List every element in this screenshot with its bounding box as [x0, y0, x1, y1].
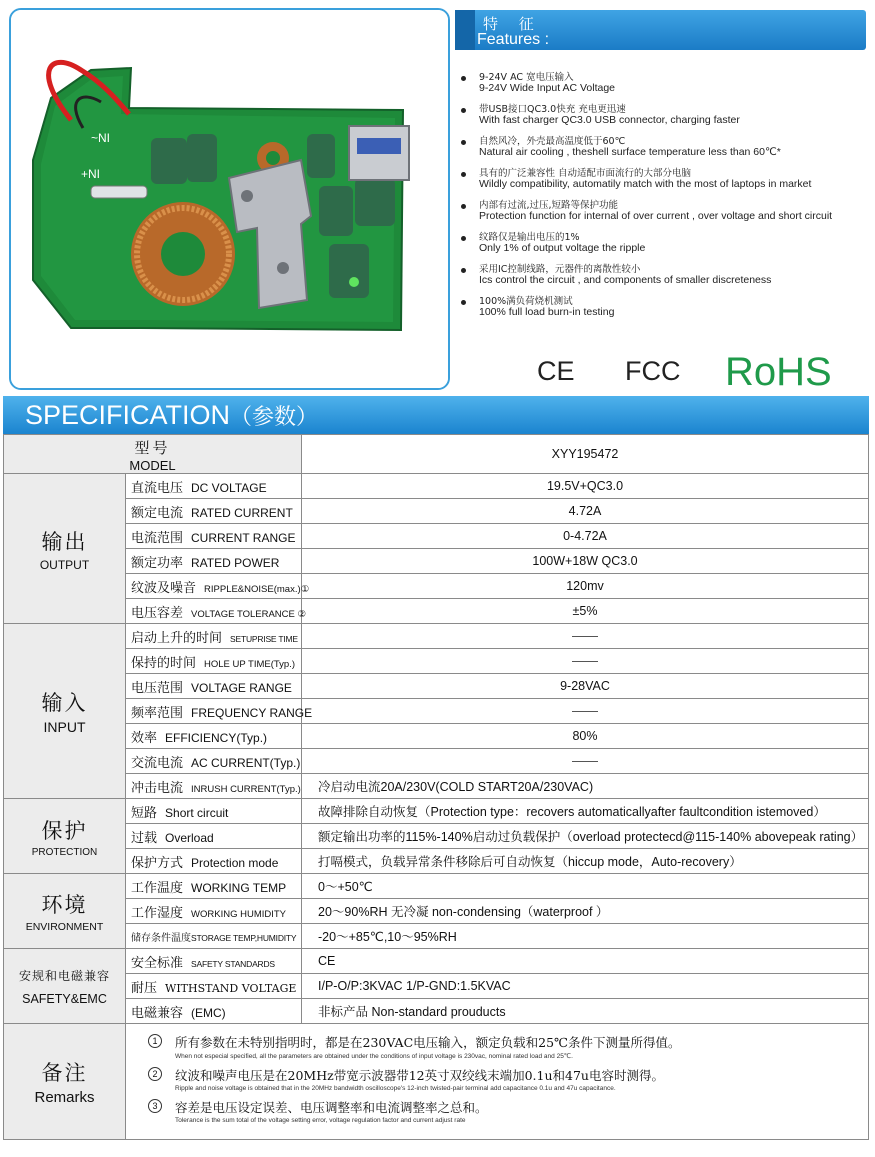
spec-label: 安全标准 SAFETY STANDARDS — [126, 949, 302, 974]
spec-row — [4, 549, 869, 574]
model-label: 型号 MODEL — [4, 435, 302, 474]
spec-label: 额定功率 RATED POWER — [126, 549, 302, 574]
spec-label: 额定电流 RATED CURRENT — [126, 499, 302, 524]
spec-row — [4, 624, 869, 649]
bullet-icon — [461, 236, 466, 241]
features-title-en: Features : — [477, 31, 550, 48]
remark-number: 1 — [148, 1034, 162, 1048]
specification-table — [3, 434, 869, 1140]
feature-item: 采用IC控制线路，元器件的离散性较小 Ics control the circuit , and components of smaller discreteness — [460, 264, 865, 296]
bullet-icon — [461, 268, 466, 273]
spec-value: I/P-O/P:3KVAC 1/P-GND:1.5KVAC — [302, 974, 869, 999]
features-title-cn: 特 征 — [483, 15, 542, 33]
protection-section: 保护 PROTECTION — [4, 799, 126, 874]
output-section: 输出 OUTPUT — [4, 474, 126, 624]
feature-item: 内部有过流,过压,短路等保护功能 Protection function for internal of over current , over voltage and short circuit — [460, 200, 865, 232]
safety-section: 安规和电磁兼容 SAFETY&EMC — [4, 949, 126, 1024]
pcb-board-image — [11, 10, 448, 388]
spec-value — [302, 749, 869, 774]
spec-value: 120mv — [302, 574, 869, 599]
spec-label: 电流范围 CURRENT RANGE — [126, 524, 302, 549]
spec-row — [4, 974, 869, 999]
input-section: 输入 INPUT — [4, 624, 126, 799]
empty-dash — [572, 761, 598, 762]
bullet-icon — [461, 204, 466, 209]
bullet-icon — [461, 76, 466, 81]
spec-label: 电磁兼容 (EMC) — [126, 999, 302, 1024]
spec-row — [4, 849, 869, 874]
remark-item: 2 纹波和噪声电压是在20MHz带宽示波器带12英寸双绞线末端加0.1u和47u电容时测得。 Ripple and noise voltage is obtained that in the 20MHz bandwidth oscilloscope's 12-inch twisted-pair terminal add capacitance 0.1u and 47u capacitance. — [148, 1066, 868, 1092]
spec-row — [4, 874, 869, 899]
spec-label: 短路 Short circuit — [126, 799, 302, 824]
spec-label: 纹波及噪音 RIPPLE&NOISE(max.)① — [126, 574, 302, 599]
spec-row — [4, 599, 869, 624]
feature-item: 9-24V AC 宽电压输入 9-24V Wide Input AC Voltage — [460, 72, 865, 104]
spec-value: 4.72A — [302, 499, 869, 524]
spec-row — [4, 999, 869, 1024]
remark-item: 3 容差是电压设定误差、电压调整率和电流调整率之总和。 Tolerance is the sum total of the voltage setting error, voltage regulation factor and current adjust rate — [148, 1098, 868, 1124]
fcc-mark: FCC — [625, 356, 681, 386]
spec-label: 工作温度 WORKING TEMP — [126, 874, 302, 899]
model-value: XYY195472 — [302, 435, 869, 474]
feature-item: 纹路仅是输出电压的1% Only 1% of output voltage the ripple — [460, 232, 865, 264]
feature-item: 带USB接口QC3.0快充 充电更迅速 With fast charger QC3.0 USB connector, charging faster — [460, 104, 865, 136]
spec-value: CE — [302, 949, 869, 974]
environment-section: 环境 ENVIRONMENT — [4, 874, 126, 949]
bullet-icon — [461, 140, 466, 145]
spec-label: 保护方式 Protection mode — [126, 849, 302, 874]
model-row — [4, 435, 869, 474]
spec-value: 故障排除自动恢复（Protection type：recovers automaticallyafter faultcondition istemoved） — [302, 799, 869, 824]
specification-header — [3, 396, 869, 434]
spec-value: 0-4.72A — [302, 524, 869, 549]
feature-item: 100%满负荷烧机测试 100% full load burn-in testing — [460, 296, 865, 328]
spec-label: 频率范围 FREQUENCY RANGE — [126, 699, 302, 724]
spec-label: 电压范围 VOLTAGE RANGE — [126, 674, 302, 699]
spec-row — [4, 899, 869, 924]
spec-value: 100W+18W QC3.0 — [302, 549, 869, 574]
spec-label: 直流电压 DC VOLTAGE — [126, 474, 302, 499]
ce-mark: CE — [537, 356, 575, 386]
spec-row — [4, 674, 869, 699]
spec-row — [4, 499, 869, 524]
bullet-icon — [461, 300, 466, 305]
spec-label: 效率 EFFICIENCY(Typ.) — [126, 724, 302, 749]
remarks-row — [4, 1024, 869, 1140]
spec-row — [4, 699, 869, 724]
spec-row — [4, 749, 869, 774]
svg-text:+NI: +NI — [81, 167, 101, 181]
spec-row — [4, 799, 869, 824]
spec-row — [4, 524, 869, 549]
spec-value: 非标产品 Non-standard prouducts — [302, 999, 869, 1024]
spec-value — [302, 624, 869, 649]
bullet-icon — [461, 172, 466, 177]
specification-title: SPECIFICATION（参数） — [25, 400, 319, 430]
feature-list — [460, 72, 865, 328]
features-header — [455, 10, 866, 50]
spec-row — [4, 574, 869, 599]
spec-label: 工作湿度 WORKING HUMIDITY — [126, 899, 302, 924]
spec-value: 打嗝模式，负载异常条件移除后可自动恢复（hiccup mode，Auto-recovery） — [302, 849, 869, 874]
remarks-section: 备注 Remarks — [4, 1024, 126, 1140]
remark-item: 1 所有参数在未特别指明时，都是在230VAC电压输入，额定负载和25℃条件下测量所得值。 When not especial specified, all the parameters are obtained under the conditions of input voltage is 230vac, nominal rated load and 25℃. — [148, 1033, 868, 1060]
spec-row — [4, 924, 869, 949]
feature-item: 自然风冷，外壳最高温度低于60℃ Natural air cooling , theshell surface temperature less than 60℃* — [460, 136, 865, 168]
spec-label: 储存条件温度STORAGE TEMP,HUMIDITY — [126, 924, 302, 949]
spec-row — [4, 724, 869, 749]
remark-number: 3 — [148, 1099, 162, 1113]
spec-label: 保持的时间 HOLE UP TIME(Typ.) — [126, 649, 302, 674]
spec-value: 19.5V+QC3.0 — [302, 474, 869, 499]
spec-value — [302, 699, 869, 724]
spec-value: 冷启动电流20A/230V(COLD START20A/230VAC) — [302, 774, 869, 799]
feature-item: 具有的广泛兼容性 自动适配市面流行的大部分电脑 Wildly compatibility, automatily match with the most of laptops in market — [460, 168, 865, 200]
spec-label: 过载 Overload — [126, 824, 302, 849]
spec-value: 9-28VAC — [302, 674, 869, 699]
remarks-content — [126, 1024, 869, 1140]
empty-dash — [572, 661, 598, 662]
spec-value: 20～90%RH 无冷凝 non-condensing（waterproof ） — [302, 899, 869, 924]
empty-dash — [572, 711, 598, 712]
spec-row — [4, 474, 869, 499]
spec-row — [4, 824, 869, 849]
empty-dash — [572, 636, 598, 637]
features-tab-accent — [455, 10, 475, 50]
product-photo — [9, 8, 450, 390]
spec-value: 额定输出功率的115%-140%启动过负载保护（overload protectecd@115-140% abovepeak rating） — [302, 824, 869, 849]
rohs-mark: RoHS — [725, 350, 832, 394]
spec-label: 交流电流 AC CURRENT(Typ.) — [126, 749, 302, 774]
spec-row — [4, 649, 869, 674]
spec-value — [302, 649, 869, 674]
bullet-icon — [461, 108, 466, 113]
spec-row — [4, 774, 869, 799]
spec-label: 电压容差 VOLTAGE TOLERANCE ② — [126, 599, 302, 624]
spec-label: 启动上升的时间 SETUPRISE TIME — [126, 624, 302, 649]
spec-row — [4, 949, 869, 974]
svg-text:~NI: ~NI — [91, 131, 111, 145]
spec-value: 0～+50℃ — [302, 874, 869, 899]
spec-value: -20～+85℃,10～95%RH — [302, 924, 869, 949]
remark-number: 2 — [148, 1067, 162, 1081]
spec-value: ±5% — [302, 599, 869, 624]
spec-label: 耐压 WITHSTAND VOLTAGE — [126, 974, 302, 999]
spec-value: 80% — [302, 724, 869, 749]
spec-label: 冲击电流 INRUSH CURRENT(Typ.) — [126, 774, 302, 799]
